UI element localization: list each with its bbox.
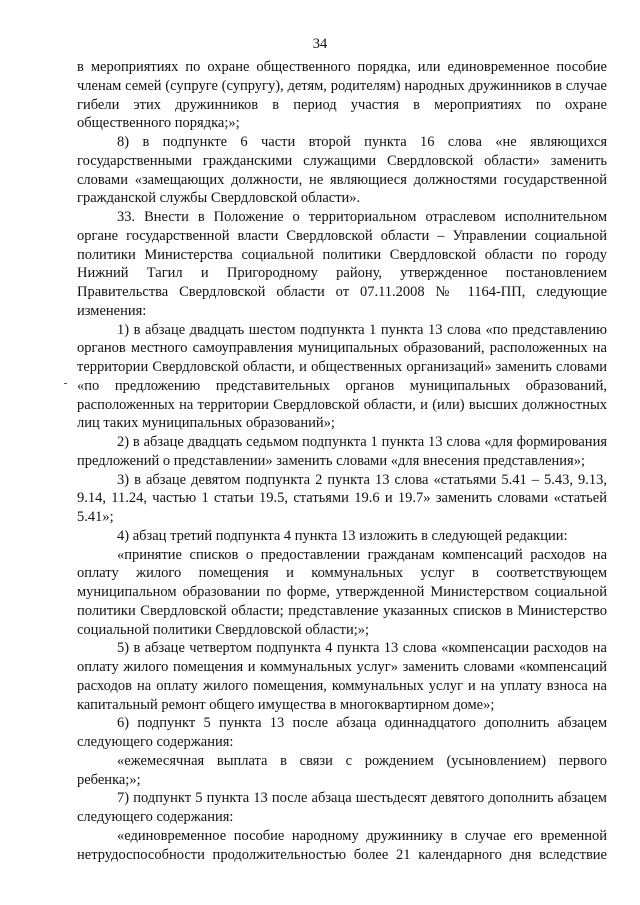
- paragraph-quote-monthly-payment: «ежемесячная выплата в связи с рождением (усыновлением) первого ребенка;»;: [77, 752, 607, 788]
- paragraph-quote-lists: «принятие списков о предоставлении гражданам компенсаций расходов на оплату жилого помещения и коммунальных услуг в соответствующем муниципальном образовании по форме, утвержденной Министерством социальной политики Свердловской области; представление указанных списков в Министерство социальной политики Свердловской области;»;: [77, 546, 607, 638]
- paragraph-section-33: 33. Внести в Положение о территориальном отраслевом исполнительном органе государственной власти Свердловской области – Управлении социальной политики Министерства социальной политики Свердловской области по городу Нижний Тагил и Пригородному району, утвержденное постановлением Правительства Свердловской области от 07.11.2008 № 1164-ПП, следующие изменения:: [77, 209, 607, 319]
- paragraph-item-5: 5) в абзаце четвертом подпункта 4 пункта 13 слова «компенсации расходов на оплату жилого помещения и коммунальных услуг» заменить словами «компенсаций расходов на оплату жилого помещения, коммунальных услуг и на уплату взноса на капитальный ремонт общего имущества в многоквартирном доме»;: [77, 640, 607, 713]
- page-number: 34: [312, 36, 328, 52]
- paragraph-item-7: 7) подпункт 5 пункта 13 после абзаца шестьдесят девятого дополнить абзацем следующего содержания:: [77, 790, 607, 825]
- paragraph-item-3: 3) в абзаце девятом подпункта 2 пункта 13 слова «статьями 5.41 – 5.43, 9.13, 9.14, 11.24, частью 1 статьи 19.5, статьями 19.6 и 19.7» заменить словами «статьей 5.41»;: [77, 471, 607, 525]
- paragraph-quote-lump-sum: «единовременное пособие народному дружиннику в случае его временной нетрудоспособности продолжительностью более 21 календарного дня вследствие: [77, 827, 607, 863]
- paragraph-item-2: 2) в абзаце двадцать седьмом подпункта 1 пункта 13 слова «для формирования предложений о представлении» заменить словами «для внесения представления»;: [77, 434, 607, 469]
- paragraph-continuation: в мероприятиях по охране общественного порядка, или единовременное пособие членам семей (супруге (супругу), детям, родителям) народных дружинников в случае гибели этих дружинников в период участия в мероприятиях по охране общественного порядка;»;: [77, 59, 607, 132]
- paragraph-item-8: 8) в подпункте 6 части второй пункта 16 слова «не являющихся государственными гражданскими служащими Свердловской области» заменить словами «замещающих должности, не являющиеся должностями государственной гражданской службы Свердловской области».: [77, 134, 607, 207]
- margin-mark: [64, 383, 67, 384]
- paragraph-item-4: 4) абзац третий подпункта 4 пункта 13 изложить в следующей редакции:: [117, 527, 568, 544]
- paragraph-item-1: 1) в абзаце двадцать шестом подпункта 1 пункта 13 слова «по представлению органов местного самоуправления муниципальных образований, расположенных на территории Свердловской области, и общественных организаций» заменить словами «по предложению представительных органов муниципальных образований, расположенных на территории Свердловской области, и (или) высших должностных лиц таких муниципальных образований»;: [77, 321, 607, 432]
- paragraph-item-6: 6) подпункт 5 пункта 13 после абзаца одиннадцатого дополнить абзацем следующего содержания:: [77, 715, 607, 750]
- document-body: [77, 58, 607, 864]
